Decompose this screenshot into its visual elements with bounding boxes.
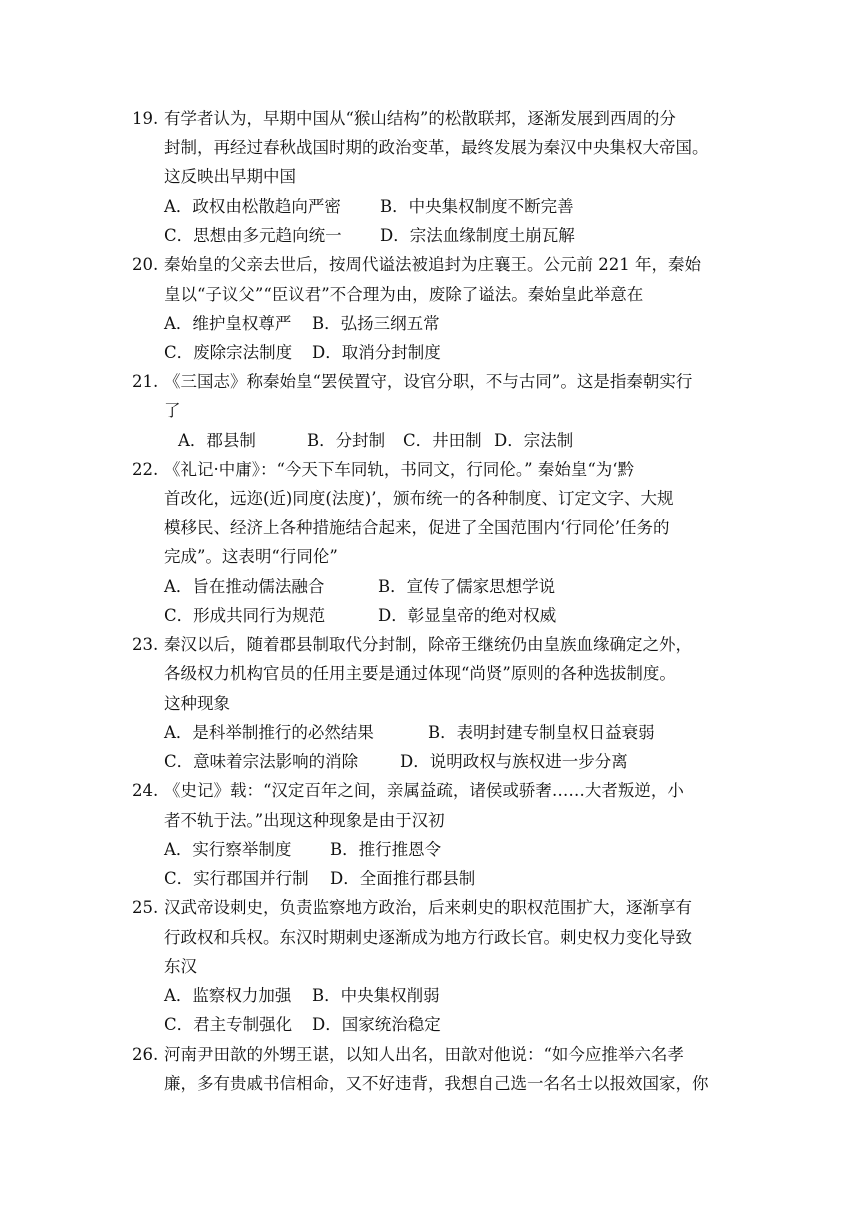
option-d: D．取消分封制度: [312, 343, 441, 362]
question-19-line-1: [132, 104, 676, 133]
question-stem: 有学者认为，早期中国从“猴山结构”的松散联邦，逐渐发展到西周的分: [164, 109, 676, 128]
question-20-line-1: [132, 250, 701, 279]
question-25-line-1: [132, 893, 692, 922]
option-c: C．实行郡国并行制: [164, 869, 309, 888]
option-d: D．说明政权与族权进一步分离: [400, 752, 628, 771]
question-21-line-1: [132, 367, 692, 396]
option-c: C．形成共同行为规范: [164, 606, 326, 625]
question-stem: 《礼记·中庸》：“今天下车同轨，书同文，行同伦。” 秦始皇“为‘黔: [164, 460, 635, 479]
option-d: D．宗法血缘制度土崩瓦解: [380, 226, 575, 245]
option-b: B．表明封建专制皇权日益衰弱: [428, 723, 655, 742]
option-c: C．思想由多元趋向统一: [164, 226, 342, 245]
question-number: 19.: [132, 109, 159, 128]
option-a: A．监察权力加强: [164, 986, 292, 1005]
option-c: C．废除宗法制度: [164, 343, 293, 362]
question-stem: 汉武帝设刺史，负责监察地方政治，后来刺史的职权范围扩大，逐渐享有: [164, 898, 692, 917]
question-23-line-2: 各级权力机构官员的任用主要是通过体现“尚贤”原则的各种选拔制度。: [164, 664, 676, 683]
option-a: A．旨在推动儒法融合: [164, 577, 325, 596]
option-b: B．弘扬三纲五常: [312, 314, 440, 333]
question-number: 20.: [132, 255, 159, 274]
question-26-line-2: 廉，多有贵戚书信相命，又不好违背，我想自己选一名名士以报效国家，你: [164, 1074, 709, 1093]
option-a: A．郡县制: [178, 431, 256, 450]
question-number: 21.: [132, 372, 159, 391]
option-b: B．宣传了儒家思想学说: [378, 577, 556, 596]
question-25-line-3: 东汉: [164, 957, 197, 976]
question-19-line-2: 封制，再经过春秋战国时期的政治变革，最终发展为秦汉中央集权大帝国。: [164, 138, 709, 157]
option-b: B．中央集权削弱: [312, 986, 440, 1005]
question-number: 22.: [132, 460, 159, 479]
option-a: A．维护皇权尊严: [164, 314, 292, 333]
option-b: B．中央集权制度不断完善: [380, 197, 574, 216]
option-a: A．政权由松散趋向严密: [164, 197, 341, 216]
question-22-line-3: 模移民、经济上各种措施结合起来，促进了全国范围内‘行同伦’任务的: [164, 518, 670, 537]
question-21-line-2: 了: [164, 401, 181, 420]
question-25-line-2: 行政权和兵权。东汉时期刺史逐渐成为地方行政长官。刺史权力变化导致: [164, 928, 692, 947]
question-number: 24.: [132, 781, 159, 800]
question-22-line-1: [132, 455, 634, 484]
option-c: C．意味着宗法影响的消除: [164, 752, 359, 771]
question-stem: 《史记》载：“汉定百年之间，亲属益疏，诸侯或骄奢……大者叛逆，小: [164, 781, 684, 800]
option-c: C．井田制: [403, 431, 482, 450]
question-23-line-3: 这种现象: [164, 694, 230, 713]
option-c: C．君主专制强化: [164, 1015, 293, 1034]
option-b: B．推行推恩令: [330, 840, 442, 859]
option-d: D．国家统治稳定: [312, 1015, 441, 1034]
question-19-line-3: 这反映出早期中国: [164, 167, 296, 186]
option-b: B．分封制: [307, 431, 386, 450]
question-26-line-1: [132, 1040, 684, 1069]
question-20-line-2: 皇以“子议父”“臣议君”不合理为由，废除了谥法。秦始皇此举意在: [164, 285, 644, 304]
question-22-line-2: 首改化，远迩(近)同度(法度)’，颁布统一的各种制度、订定文字、大规: [164, 489, 674, 508]
question-number: 26.: [132, 1045, 159, 1064]
question-number: 25.: [132, 898, 159, 917]
question-stem: 河南尹田歆的外甥王谌，以知人出名，田歆对他说：“如今应推举六名孝: [164, 1045, 684, 1064]
question-stem: 秦汉以后，随着郡县制取代分封制，除帝王继统仍由皇族血缘确定之外，: [164, 635, 692, 654]
option-a: A．实行察举制度: [164, 840, 292, 859]
option-d: D．宗法制: [494, 431, 574, 450]
question-24-line-1: [132, 776, 684, 805]
question-number: 23.: [132, 635, 159, 654]
question-23-line-1: [132, 630, 692, 659]
option-a: A．是科举制推行的必然结果: [164, 723, 374, 742]
question-24-line-2: 者不轨于法。”出现这种现象是由于汉初: [164, 811, 445, 830]
question-22-line-4: 完成”。这表明“行同伦”: [164, 547, 338, 566]
question-stem: 秦始皇的父亲去世后，按周代谥法被追封为庄襄王。公元前 221 年，秦始: [164, 255, 701, 274]
question-stem: 《三国志》称秦始皇“罢侯置守，设官分职，不与古同”。这是指秦朝实行: [164, 372, 693, 391]
option-d: D．全面推行郡县制: [330, 869, 476, 888]
option-d: D．彰显皇帝的绝对权威: [378, 606, 557, 625]
